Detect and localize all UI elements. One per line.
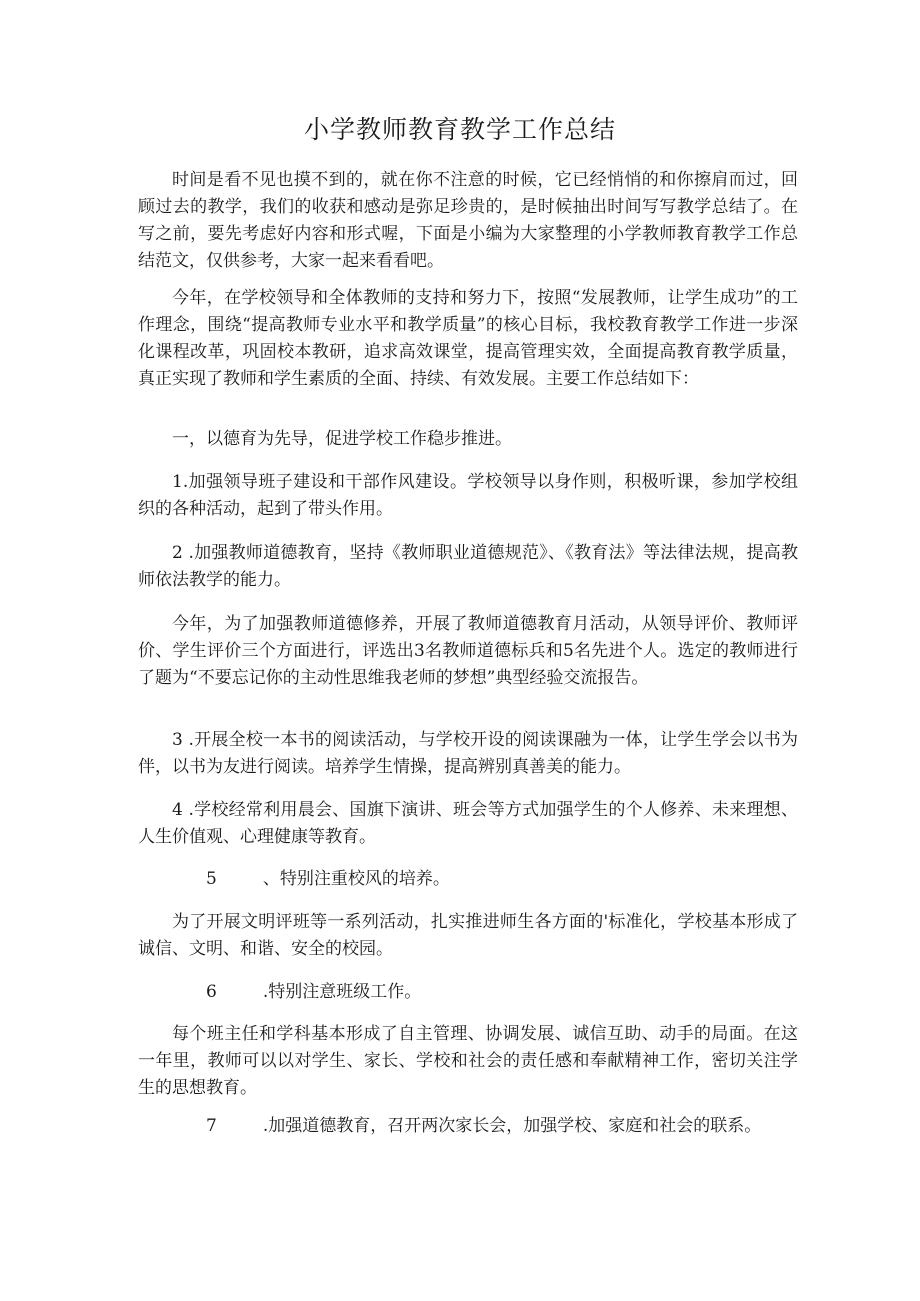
heading-item-7 — [138, 1113, 798, 1140]
document-title: 小学教师教育教学工作总结 — [303, 115, 616, 144]
heading-item-6 — [138, 979, 798, 1006]
paragraph-class-work: 每个班主任和学科基本形成了自主管理、协调发展、诚信互助、动手的局面。在这一年里，教师可以以对学生、家长、学校和社会的责任感和奉献精神工作，密切关注学生的思想教育。 — [138, 1024, 798, 1098]
paragraph-overview: 今年，在学校领导和全体教师的支持和努力下，按照“发展教师，让学生成功”的工作理念，围绕“提高教师专业水平和教学质量”的核心目标，我校教育教学工作进一步深化课程改革，巩固校本教研，追求高效课堂，提高管理实效，全面提高教育教学质量，真正实现了教师和学生素质的全面、持续、有效发展。主要工作总结如下： — [138, 288, 798, 389]
item-5-number: 5 — [206, 869, 217, 889]
item-5-text: 、特别注重校风的培养。 — [262, 869, 450, 889]
paragraph-intro: 时间是看不见也摸不到的，就在你不注意的时候，它已经悄悄的和你擦肩而过，回顾过去的教学，我们的收获和感动是弥足珍贵的，是时候抽出时间写写教学总结了。在写之前，要先考虑好内容和形式喔，下面是小编为大家整理的小学教师教育教学工作总结范文，仅供参考，大家一起来看看吧。 — [138, 170, 798, 271]
item-6-text: .特别注意班级工作。 — [262, 982, 422, 1002]
item-6-number: 6 — [206, 982, 217, 1002]
paragraph-item-2: 2 .加强教师道德教育，坚持《教师职业道德规范》、《教育法》等法律法规，提高教师依法教学的能力。 — [138, 543, 798, 590]
item-7-text: .加强道德教育，召开两次家长会，加强学校、家庭和社会的联系。 — [262, 1116, 762, 1136]
paragraph-item-4: 4 .学校经常利用晨会、国旗下演讲、班会等方式加强学生的个人修养、未来理想、人生价值观、心理健康等教育。 — [138, 800, 798, 847]
item-7-number: 7 — [206, 1116, 217, 1136]
paragraph-item-3: 3 .开展全校一本书的阅读活动，与学校开设的阅读课融为一体，让学生学会以书为伴，以书为友进行阅读。培养学生情操，提高辨别真善美的能力。 — [138, 730, 798, 777]
section-heading-moral-education: 一，以德育为先导，促进学校工作稳步推进。 — [172, 429, 512, 449]
heading-item-5 — [138, 866, 798, 893]
paragraph-item-1: 1.加强领导班子建设和干部作风建设。学校领导以身作则，积极听课，参加学校组织的各种活动，起到了带头作用。 — [138, 472, 798, 519]
paragraph-moral-month: 今年，为了加强教师道德修养，开展了教师道德教育月活动，从领导评价、教师评价、学生评价三个方面进行，评选出3名教师道德标兵和5名先进个人。选定的教师进行了题为“不要忘记你的主动性思维我老师的梦想”典型经验交流报告。 — [138, 614, 798, 688]
paragraph-civilization: 为了开展文明评班等一系列活动，扎实推进师生各方面的'标准化，学校基本形成了诚信、文明、和谐、安全的校园。 — [138, 912, 798, 959]
